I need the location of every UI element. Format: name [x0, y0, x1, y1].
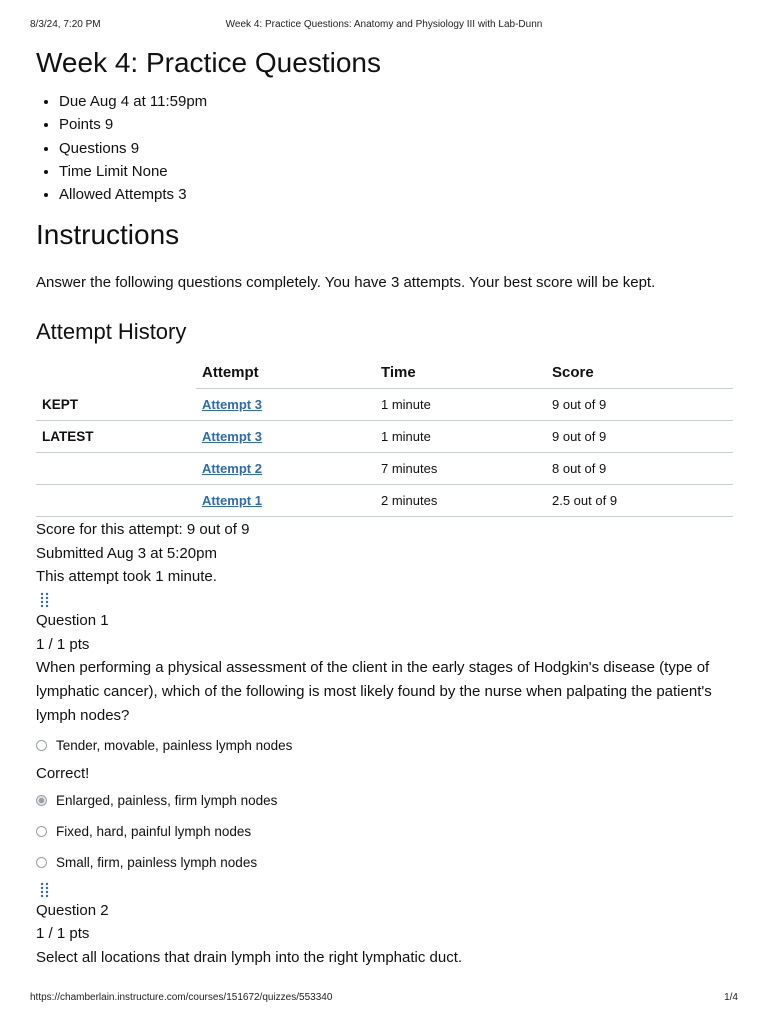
- radio-button-icon[interactable]: [36, 826, 47, 837]
- print-header: [0, 19, 768, 33]
- question-title: Question 1: [36, 612, 109, 630]
- answer-label: Enlarged, painless, firm lymph nodes: [56, 792, 278, 808]
- attempt-score: 8 out of 9: [546, 453, 733, 485]
- quiz-points: • Points 9: [59, 113, 733, 136]
- attempt-status-label: KEPT: [36, 389, 196, 421]
- attempt-time: 1 minute: [375, 389, 546, 421]
- quiz-due-date: • Due Aug 4 at 11:59pm: [59, 90, 733, 113]
- quiz-allowed-attempts: • Allowed Attempts 3: [59, 183, 733, 206]
- instructions-text: Answer the following questions completely. You have 3 attempts. Your best score will be kept.: [36, 274, 656, 292]
- page-title: Week 4: Practice Questions: [36, 47, 381, 78]
- print-page-number: 1/4: [724, 992, 738, 1003]
- question-points: 1 / 1 pts: [36, 925, 90, 943]
- table-row: [36, 485, 733, 517]
- quiz-details-list: [36, 90, 733, 206]
- drag-handle-icon[interactable]: [36, 881, 733, 899]
- instructions-heading: Instructions: [36, 219, 180, 251]
- question-text: When performing a physical assessment of the client in the early stages of Hodgkin's disease (type of lymphatic cancer), which of the following is most likely found by the nurse when palpating the patient's lymph nodes?: [36, 658, 712, 724]
- question-text: Select all locations that drain lymph into the right lymphatic duct.: [36, 948, 463, 966]
- answer-option-selected[interactable]: [36, 785, 733, 816]
- print-datetime: 8/3/24, 7:20 PM: [30, 19, 101, 30]
- attempt-status-label: LATEST: [36, 421, 196, 453]
- attempt-score-summary: Score for this attempt: 9 out of 9: [36, 521, 250, 539]
- attempt-link[interactable]: Attempt 2: [202, 461, 262, 477]
- answer-label: Tender, movable, painless lymph nodes: [56, 737, 293, 753]
- attempt-time: 1 minute: [375, 421, 546, 453]
- correct-answer-label: Correct!: [36, 764, 90, 782]
- print-page-url: https://chamberlain.instructure.com/courses/151672/quizzes/553340: [30, 992, 333, 1003]
- attempt-status-label: [36, 485, 196, 517]
- attempt-time: 7 minutes: [375, 453, 546, 485]
- column-header-label: [36, 357, 196, 389]
- print-document-title: Week 4: Practice Questions: Anatomy and Physiology III with Lab-Dunn: [225, 19, 543, 30]
- radio-button-selected-icon[interactable]: [36, 795, 47, 806]
- attempt-link[interactable]: Attempt 1: [202, 493, 262, 509]
- table-row: [36, 453, 733, 485]
- attempt-history-heading: Attempt History: [36, 319, 187, 345]
- answer-option[interactable]: [36, 816, 733, 847]
- attempt-submitted-time: Submitted Aug 3 at 5:20pm: [36, 544, 217, 562]
- column-header-time: Time: [375, 357, 546, 389]
- drag-handle-icon[interactable]: [36, 591, 733, 609]
- attempt-link[interactable]: Attempt 3: [202, 397, 262, 413]
- attempt-link[interactable]: Attempt 3: [202, 429, 262, 445]
- answer-option[interactable]: [36, 730, 733, 761]
- radio-button-icon[interactable]: [36, 740, 47, 751]
- attempt-status-label: [36, 453, 196, 485]
- answer-label: Small, firm, painless lymph nodes: [56, 854, 258, 870]
- quiz-time-limit: • Time Limit None: [59, 160, 733, 183]
- answer-option[interactable]: [36, 847, 733, 878]
- table-row: [36, 389, 733, 421]
- attempt-score: 9 out of 9: [546, 389, 733, 421]
- attempt-duration: This attempt took 1 minute.: [36, 568, 217, 586]
- attempt-time: 2 minutes: [375, 485, 546, 517]
- question-points: 1 / 1 pts: [36, 635, 90, 653]
- quiz-content: [36, 42, 733, 969]
- drag-handle-icon-graphic: [38, 591, 52, 609]
- attempt-history-table: [36, 357, 733, 517]
- quiz-question-count: • Questions 9: [59, 137, 733, 160]
- attempt-score: 9 out of 9: [546, 421, 733, 453]
- table-header-row: [36, 357, 733, 389]
- answer-label: Fixed, hard, painful lymph nodes: [56, 823, 252, 839]
- radio-button-icon[interactable]: [36, 857, 47, 868]
- drag-handle-icon-graphic: [38, 881, 52, 899]
- column-header-score: Score: [546, 357, 733, 389]
- attempt-score: 2.5 out of 9: [546, 485, 733, 517]
- column-header-attempt: Attempt: [196, 357, 375, 389]
- table-row: [36, 421, 733, 453]
- question-title: Question 2: [36, 901, 109, 919]
